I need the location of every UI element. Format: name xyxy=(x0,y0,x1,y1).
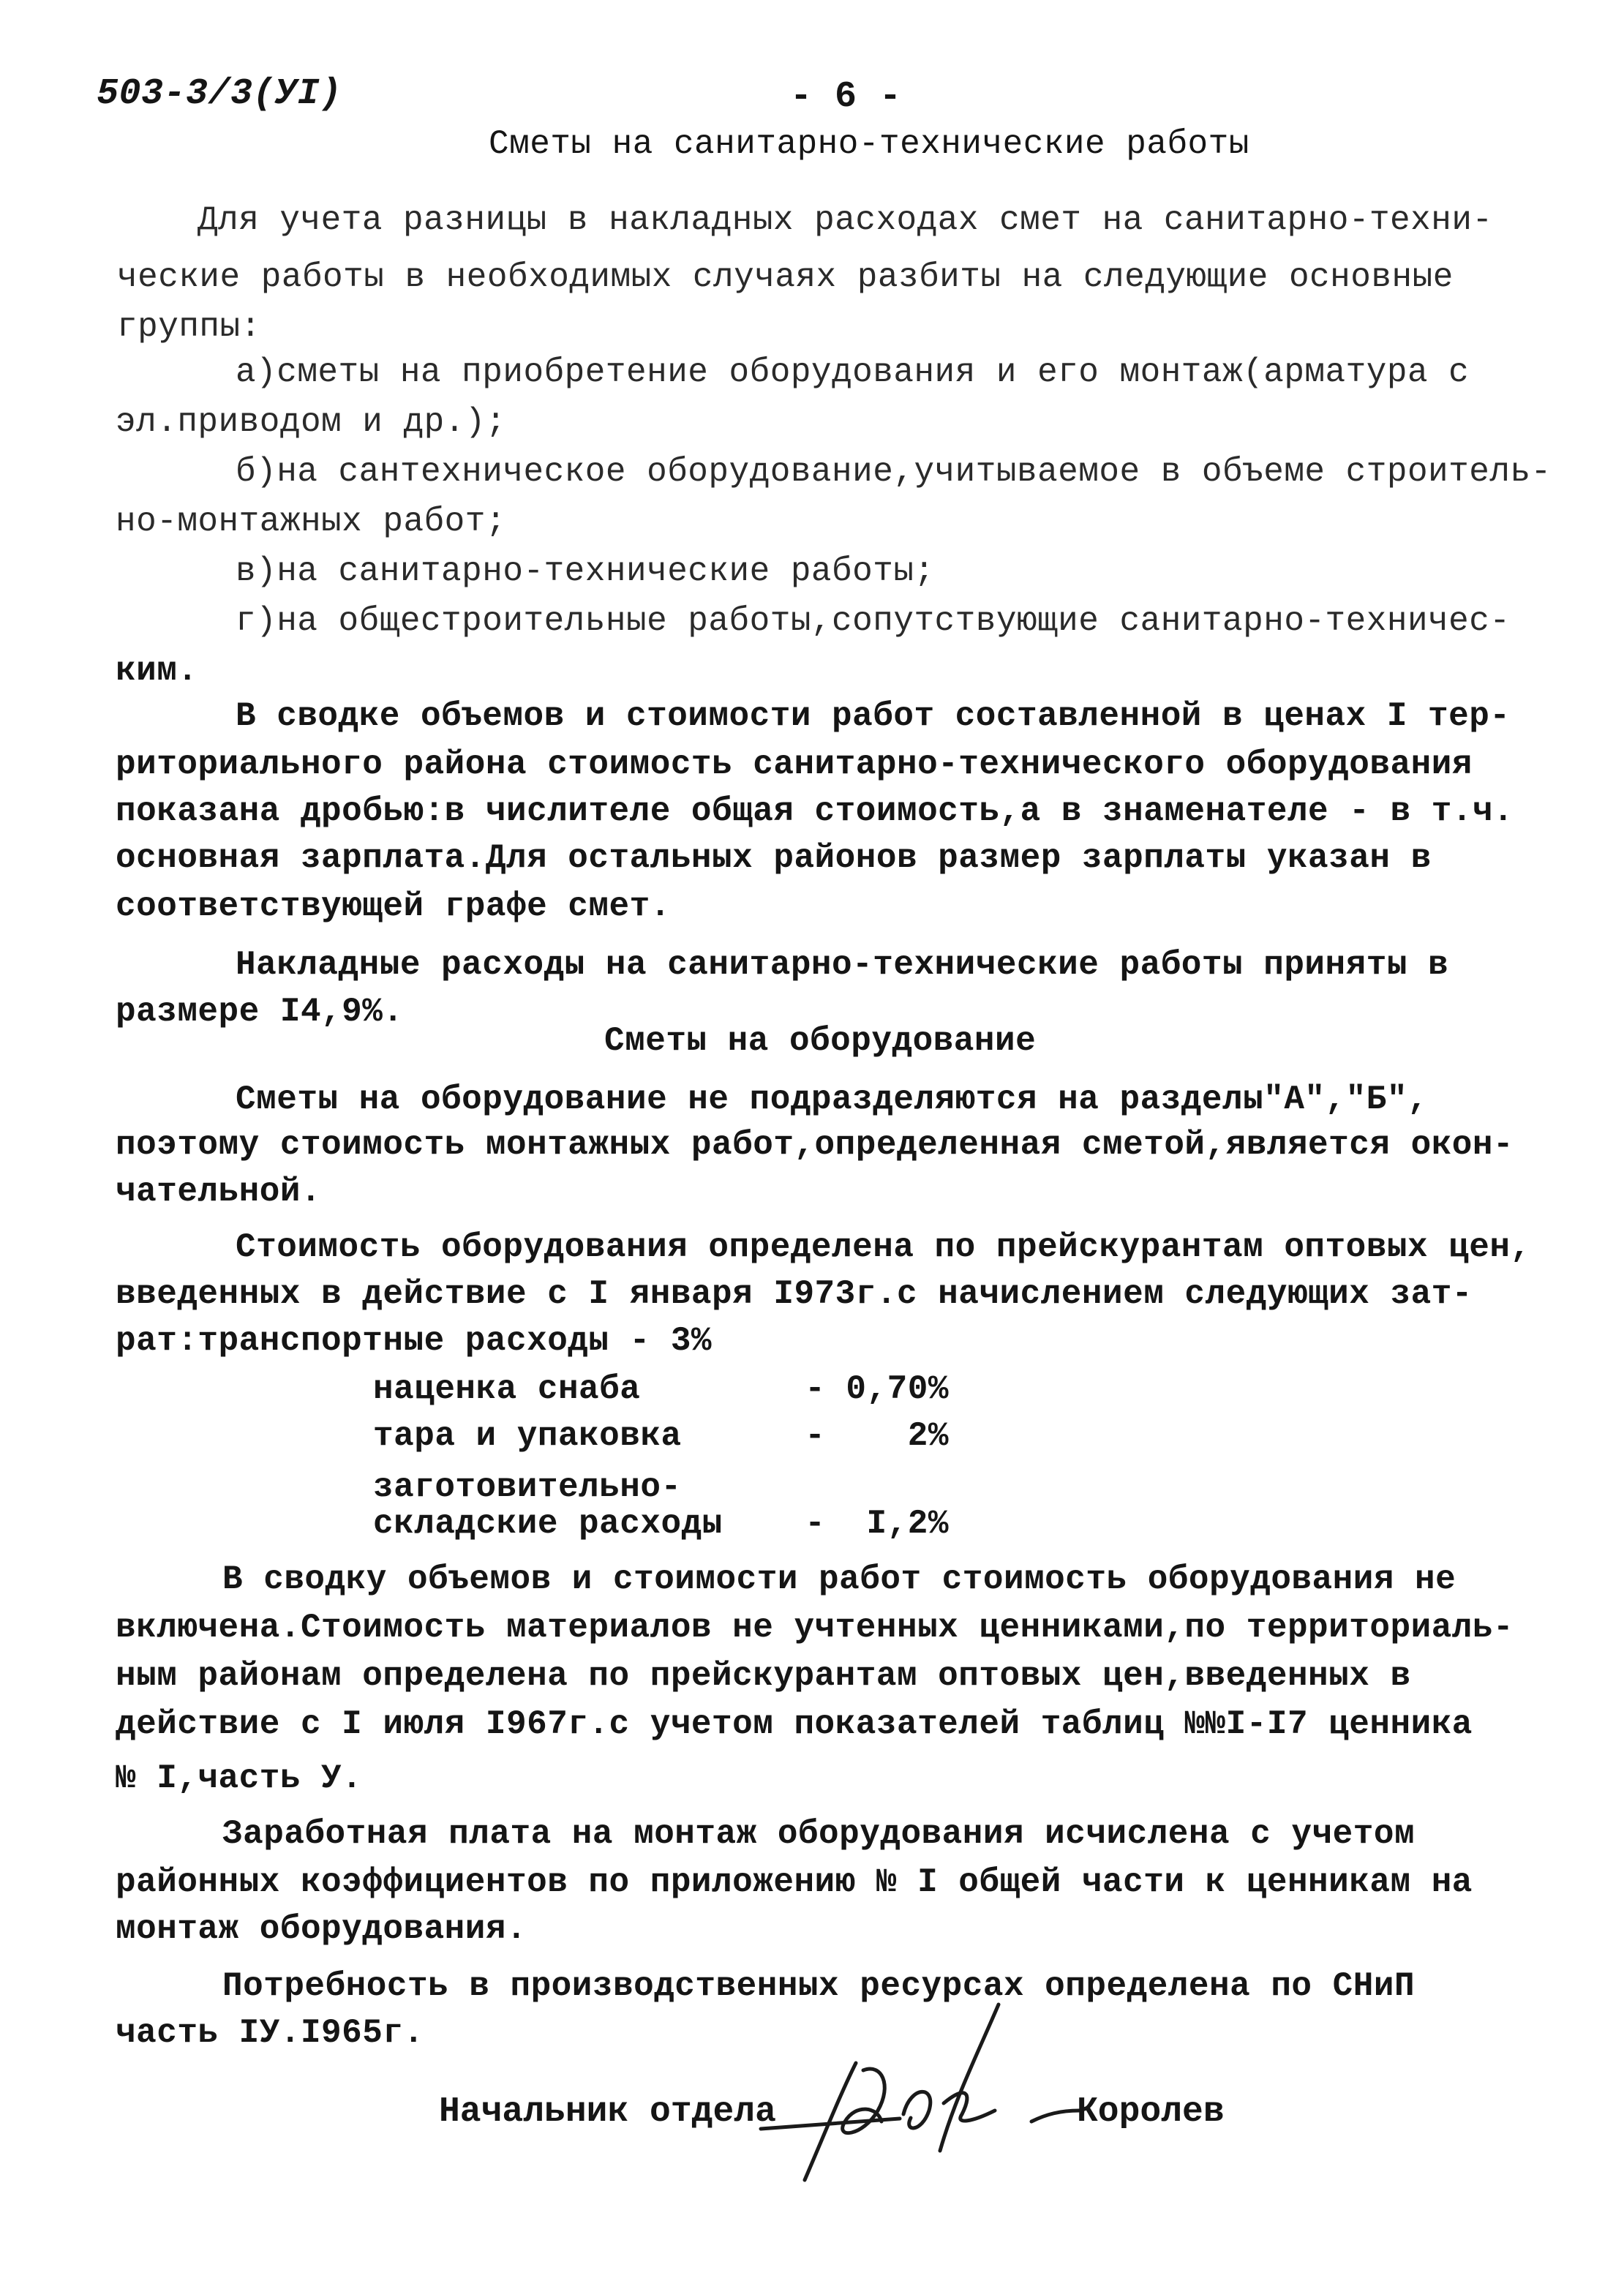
handwritten-signature xyxy=(753,1975,1090,2195)
text-line: а)сметы на приобретение оборудования и его монтаж(арматура с xyxy=(236,353,1470,391)
text-line: Потребность в производственных ресурсах определена по СНиП xyxy=(222,1967,1416,2005)
text-line: Сметы на оборудование не подразделяются на разделы"А","Б", xyxy=(236,1081,1429,1119)
text-line: соответствующей графе смет. xyxy=(116,887,671,925)
text-line: Для учета разницы в накладных расходах смет на санитарно-техни- xyxy=(198,201,1493,239)
text-line: б)на сантехническое оборудование,учитываемое в объеме строитель- xyxy=(236,453,1552,491)
text-line: показана дробью:в числителе общая стоимость,а в знаменателе - в т.ч. xyxy=(116,792,1514,830)
text-line: В сводке объемов и стоимости работ составленной в ценах I тер- xyxy=(236,697,1511,735)
text-line: В сводку объемов и стоимости работ стоимость оборудования не xyxy=(222,1560,1456,1598)
text-line: районных коэффициентов по приложению № I общей части к ценникам на xyxy=(116,1863,1473,1901)
section-heading-sanitary: Сметы на санитарно-технические работы xyxy=(489,125,1249,163)
document-code: 503-3/3(УI) xyxy=(97,73,342,115)
text-line: № I,часть У. xyxy=(116,1759,363,1797)
text-line: включена.Стоимость материалов не учтенных ценниками,по территориаль- xyxy=(116,1609,1514,1647)
text-line: группы: xyxy=(117,308,261,346)
text-line: но-монтажных работ; xyxy=(116,503,506,541)
text-line: ким. xyxy=(116,652,198,690)
text-line: введенных в действие с I января I973г.с начислением следующих зат- xyxy=(116,1275,1473,1313)
text-line: основная зарплата.Для остальных районов размер зарплаты указан в xyxy=(116,839,1432,877)
expense-item: заготовительно- xyxy=(373,1468,682,1506)
expense-item: наценка снаба - 0,70% xyxy=(373,1370,949,1408)
text-line: Стоимость оборудования определена по прейскурантам оптовых цен, xyxy=(236,1228,1531,1266)
text-line: размере I4,9%. xyxy=(116,993,404,1031)
text-line: ческие работы в необходимых случаях разбиты на следующие основные xyxy=(117,258,1454,296)
expense-item: складские расходы - I,2% xyxy=(373,1505,949,1543)
text-line: поэтому стоимость монтажных работ,определенная сметой,является окон- xyxy=(116,1126,1514,1164)
text-line: в)на санитарно-технические работы; xyxy=(236,552,935,590)
text-line: чательной. xyxy=(116,1173,322,1211)
text-line: эл.приводом и др.); xyxy=(116,403,506,441)
text-line: риториального района стоимость санитарно-технического оборудования xyxy=(116,745,1473,783)
text-line: часть IУ.I965г. xyxy=(116,2014,424,2052)
text-line: рат:транспортные расходы - 3% xyxy=(116,1322,713,1360)
text-line: монтаж оборудования. xyxy=(116,1910,527,1948)
text-line: ным районам определена по прейскурантам оптовых цен,введенных в xyxy=(116,1657,1411,1695)
signatory-name: Королев xyxy=(1077,2092,1225,2132)
expense-item: тара и упаковка - 2% xyxy=(373,1417,949,1455)
page-number: - 6 - xyxy=(790,76,902,118)
signature-block xyxy=(439,2063,1317,2180)
section-heading-equipment: Сметы на оборудование xyxy=(604,1022,1037,1060)
text-line: Заработная плата на монтаж оборудования исчислена с учетом xyxy=(222,1815,1416,1853)
text-line: Накладные расходы на санитарно-технические работы приняты в xyxy=(236,946,1449,984)
signatory-title: Начальник отдела xyxy=(439,2092,776,2132)
text-line: г)на общестроительные работы,сопутствующие санитарно-техничес- xyxy=(236,602,1511,640)
text-line: действие с I июля I967г.с учетом показателей таблиц №№I-I7 ценника xyxy=(116,1705,1473,1743)
